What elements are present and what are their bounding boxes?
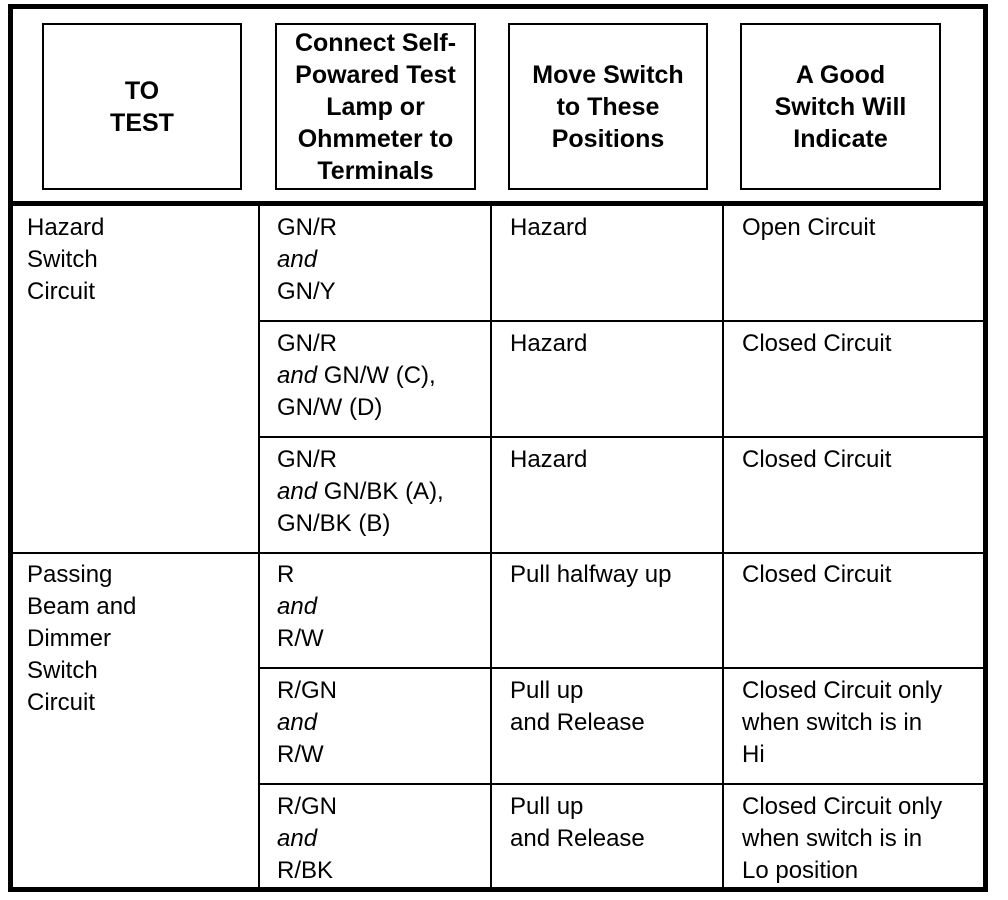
terminals-cell: R and R/W [277,561,324,652]
terminals-cell: GN/R and GN/Y [277,214,337,305]
terminals-cell: R/GN and R/W [277,677,337,768]
header-move-switch: Move Switch to These Positions [508,23,708,190]
expected-indication: Closed Circuit [742,446,892,473]
circuit-name: Passing Beam and Dimmer Switch Circuit [27,561,137,716]
expected-indication: Closed Circuit only when switch is in Lo position [742,793,943,884]
terminals-cell: R/GN and R/BK [277,793,337,884]
expected-indication: Closed Circuit only when switch is in Hi [742,677,943,768]
row-divider [258,436,983,438]
switch-position: Hazard [510,446,588,473]
switch-position: Pull up and Release [510,677,645,736]
switch-position: Hazard [510,214,588,241]
expected-indication: Closed Circuit [742,330,892,357]
switch-position: Hazard [510,330,588,357]
terminals-cell: GN/R and GN/W (C), GN/W (D) [277,330,436,421]
row-divider [258,320,983,322]
expected-indication: Closed Circuit [742,561,892,588]
group-divider [13,552,983,554]
table-body [13,206,983,887]
expected-indication: Open Circuit [742,214,876,241]
terminals-cell: GN/R and GN/BK (A), GN/BK (B) [277,446,444,537]
switch-position: Pull halfway up [510,561,672,588]
header-to-test: TO TEST [42,23,242,190]
table-header [13,9,983,206]
header-good-switch: A Good Switch Will Indicate [740,23,941,190]
row-divider [258,783,983,785]
circuit-name: Hazard Switch Circuit [27,214,105,305]
header-connect-terminals: Connect Self- Powared Test Lamp or Ohmmeter to Terminals [275,23,476,190]
switch-test-table [8,4,988,892]
switch-position: Pull up and Release [510,793,645,852]
row-divider [258,667,983,669]
